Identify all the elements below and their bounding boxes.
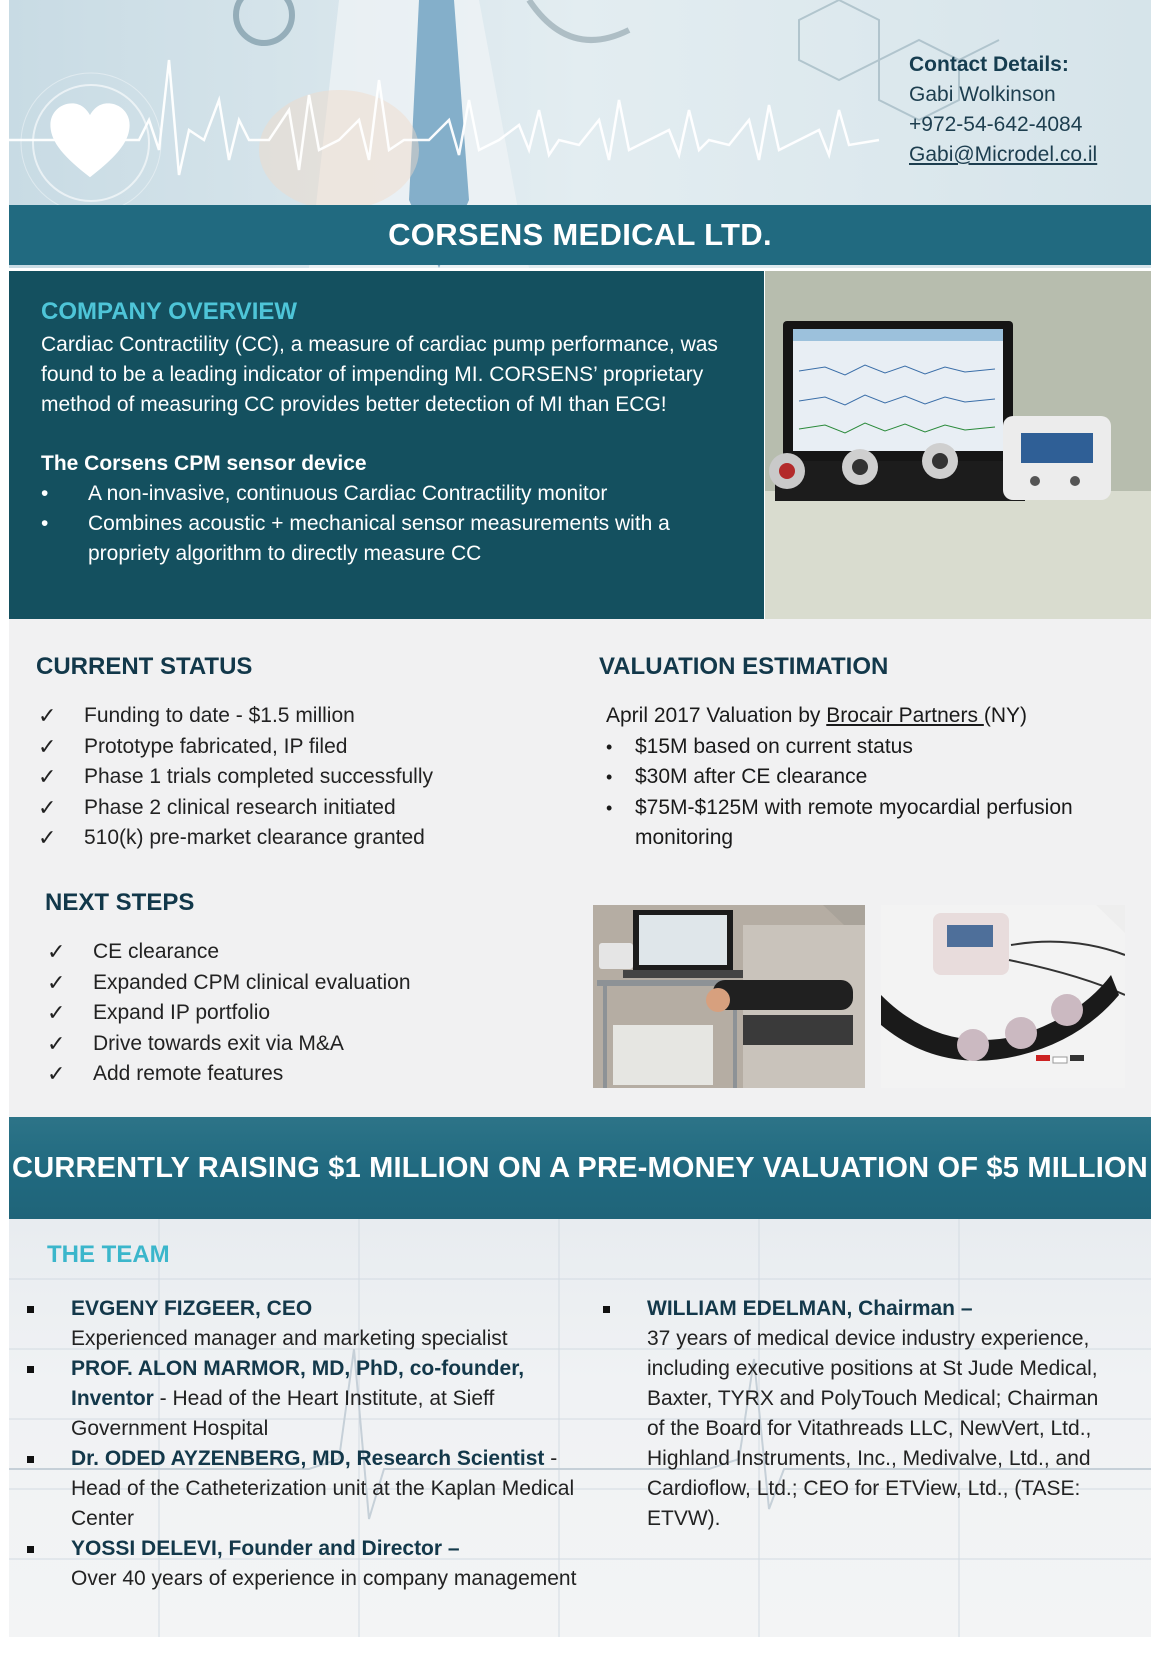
device-bullet: • Combines acoustic + mechanical sensor measurements with a propriety algorithm to directly measure CC xyxy=(41,509,734,569)
device-bullet: • A non-invasive, continuous Cardiac Contractility monitor xyxy=(41,479,734,509)
list-item: ✓ Expand IP portfolio xyxy=(45,998,565,1029)
valuation-heading: VALUATION ESTIMATION xyxy=(599,653,889,680)
list-item: • $30M after CE clearance xyxy=(606,762,1119,793)
list-item: • $15M based on current status xyxy=(606,732,1119,763)
contact-phone: +972-54-642-4084 xyxy=(909,113,1083,136)
cpm-monitor-illustration xyxy=(765,271,1151,619)
contact-name: Gabi Wolkinson xyxy=(909,83,1056,106)
checkmark-icon: ✓ xyxy=(38,703,57,728)
checkmark-icon: ✓ xyxy=(47,1030,66,1056)
patient-monitoring-illustration xyxy=(593,905,865,1088)
contact-email-link[interactable]: Gabi@Microdel.co.il xyxy=(909,143,1098,166)
company-title: CORSENS MEDICAL LTD. xyxy=(388,217,772,252)
team-section xyxy=(9,1219,1151,1637)
sensor-belt-illustration xyxy=(881,905,1125,1088)
contact-title: Contact Details: xyxy=(909,53,1069,76)
list-item: ✓ Expanded CPM clinical evaluation xyxy=(45,968,565,999)
team-column-right xyxy=(601,1294,1111,1534)
current-status-block xyxy=(36,653,556,854)
checkmark-icon: ✓ xyxy=(47,969,66,995)
team-heading: THE TEAM xyxy=(47,1241,170,1268)
list-item: ✓ Phase 1 trials completed successfully xyxy=(36,762,556,793)
list-item: WILLIAM EDELMAN, Chairman – 37 years of medical device industry experience, including executive positions at St Jude Medical, Baxter, TYRX and PolyTouch Medical; Chairman of the Board for Vitathreads LLC, NewVert, Ltd., Highland Instruments, Inc., Medivalve, Ltd., and Cardioflow, Ltd.; CEO for ETView, Ltd., (TASE: ETVW). xyxy=(601,1294,1111,1534)
status-section xyxy=(9,619,1151,1117)
list-item: • $75M-$125M with remote myocardial perfusion monitoring xyxy=(606,793,1119,854)
raising-banner xyxy=(9,1117,1151,1219)
team-list-right xyxy=(601,1294,1111,1534)
list-item: ✓ 510(k) pre-market clearance granted xyxy=(36,823,556,854)
checkmark-icon: ✓ xyxy=(38,825,57,850)
status-checklist xyxy=(36,701,556,854)
list-item: Dr. ODED AYZENBERG, MD, Research Scientist - Head of the Catheterization unit at the Kaplan Medical Center xyxy=(25,1444,585,1534)
list-item: ✓ Add remote features xyxy=(45,1059,565,1090)
contact-details xyxy=(909,50,1097,170)
list-item: EVGENY FIZGEER, CEO Experienced manager and marketing specialist xyxy=(25,1294,585,1354)
raising-text: CURRENTLY RAISING $1 MILLION ON A PRE-MONEY VALUATION OF $5 MILLION xyxy=(12,1151,1148,1184)
checkmark-icon: ✓ xyxy=(38,794,57,820)
checkmark-icon: ✓ xyxy=(47,1061,66,1086)
list-item: ✓ Phase 2 clinical research initiated xyxy=(36,793,556,824)
heart-icon xyxy=(45,98,135,188)
flyer-page xyxy=(9,0,1151,1653)
company-title-band xyxy=(9,205,1151,265)
valuation-block xyxy=(599,653,1119,854)
device-bullet-list xyxy=(41,479,734,569)
overview-text: Cardiac Contractility (CC), a measure of cardiac pump performance, was found to be a leading indicator of impending MI. CORSENS’ proprietary method of measuring CC provides better detection of MI than ECG! xyxy=(41,333,718,416)
clinical-trial-photo xyxy=(593,905,865,1088)
checkmark-icon: ✓ xyxy=(47,1000,66,1025)
team-list-left xyxy=(25,1294,585,1594)
list-item: ✓ Funding to date - $1.5 million xyxy=(36,701,556,732)
valuation-list xyxy=(606,732,1119,854)
overview-heading: COMPANY OVERVIEW xyxy=(41,298,298,325)
checkmark-icon: ✓ xyxy=(38,764,57,789)
checkmark-icon: ✓ xyxy=(47,939,66,964)
checkmark-icon: ✓ xyxy=(38,733,57,759)
list-item: ✓ Drive towards exit via M&A xyxy=(45,1029,565,1060)
valuation-intro: April 2017 Valuation by Brocair Partners (NY) xyxy=(606,704,1027,727)
header-hero xyxy=(9,0,1151,268)
list-item: PROF. ALON MARMOR, MD, PhD, co-founder, Inventor - Head of the Heart Institute, at Sieff Government Hospital xyxy=(25,1354,585,1444)
company-overview-panel xyxy=(9,271,764,619)
list-item: ✓ CE clearance xyxy=(45,937,565,968)
device-title: The Corsens CPM sensor device xyxy=(41,452,367,475)
list-item: YOSSI DELEVI, Founder and Director – Over 40 years of experience in company management xyxy=(25,1534,585,1594)
next-steps-checklist xyxy=(45,937,565,1090)
next-steps-block xyxy=(45,889,565,1090)
sensor-belt-photo xyxy=(881,905,1125,1088)
device-photo xyxy=(765,271,1151,619)
current-status-heading: CURRENT STATUS xyxy=(36,653,253,680)
next-steps-heading: NEXT STEPS xyxy=(45,889,195,916)
list-item: ✓ Prototype fabricated, IP filed xyxy=(36,732,556,763)
brocair-partners-link[interactable]: Brocair Partners xyxy=(826,704,984,727)
team-column-left xyxy=(25,1294,585,1594)
